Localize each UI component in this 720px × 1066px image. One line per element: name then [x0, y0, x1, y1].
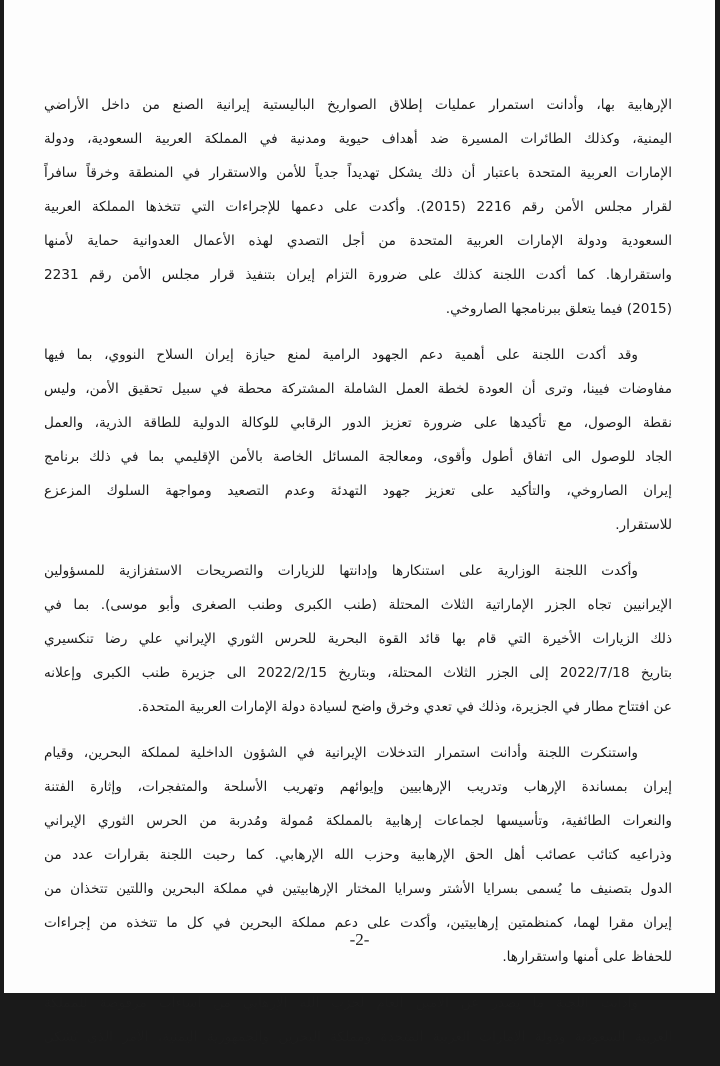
- text-line: ذلك الزيارات الأخيرة التي قام بها قائد القوة البحرية للحرس الثوري الإيراني علي رضا تنكسيري: [44, 631, 672, 647]
- text-line: وذراعيه كتائب عصائب أهل الحق الإرهابية وحزب الله الإرهابي. كما رحبت اللجنة بقرارات عدد من: [44, 847, 672, 863]
- document-page: [4, 0, 715, 1045]
- text-line: وأكدت اللجنة الوزارية على استنكارها وإدانتها للزيارات والتصريحات الاستفزازية للمسؤولين: [44, 563, 638, 579]
- text-line: إيران مقرا لهما، كمنظمتين إرهابيتين، وأكدت على دعم مملكة البحرين في كل ما تتخذه من إجراءات: [44, 915, 672, 931]
- text-line: نقطة الوصول، مع تأكيدها على ضرورة تعزيز الدور الرقابي للوكالة الدولية للطاقة الذرية، والعمل: [44, 415, 672, 431]
- text-line: اليمنية، وكذلك الطائرات المسيرة ضد أهداف حيوية ومدنية في المملكة العربية السعودية، ودولة: [44, 131, 672, 147]
- text-line: وأدانت اللجنة ما يصدر عن الأمين العام لحزب الله الإرهابي من إساءات مرفوضة للمملكة: [44, 995, 638, 1011]
- text-line: وقد أكدت اللجنة على أهمية دعم الجهود الرامية لمنع حيازة إيران السلاح النووي، بما فيها: [44, 347, 638, 363]
- text-line: بتاريخ 2022/7/18 إلى الجزر الثلاث المحتلة، وبتاريخ 2022/2/15 الى جزيرة طنب الكبرى وإعلانه: [44, 665, 672, 681]
- text-line: للحفاظ على أمنها واستقرارها.: [502, 949, 672, 965]
- paragraph-3: [44, 554, 672, 724]
- text-line: الإرهابية بها، وأدانت استمرار عمليات إطلاق الصواريخ الباليستية إيرانية الصنع من داخل الأراضي: [44, 97, 672, 113]
- paragraph-5: [44, 986, 672, 1054]
- text-line: واستنكرت اللجنة وأدانت استمرار التدخلات الإيرانية في الشؤون الداخلية لمملكة البحرين، وقيام: [44, 745, 638, 761]
- text-line: الإمارات العربية المتحدة باعتبار أن ذلك يشكل تهديداً جدياً للأمن والاستقرار في المنطقة وخرقاً سافراً: [44, 165, 672, 181]
- text-line: الإيرانيين تجاه الجزر الإماراتية الثلاث المحتلة (طنب الكبرى وطنب الصغرى وأبو موسى). بما في: [44, 597, 672, 613]
- text-line: (2015) فيما يتعلق ببرنامجها الصاروخي.: [445, 301, 672, 317]
- paragraph-2: [44, 338, 672, 542]
- text-line: عن افتتاح مطار في الجزيرة، وذلك في تعدي وخرق واضح لسيادة دولة الإمارات العربية المتحدة.: [137, 699, 672, 715]
- document-body: [44, 88, 672, 1066]
- text-line: الدول بتصنيف ما يُسمى بسرايا الأشتر وسرايا المختار الإرهابيتين في مملكة البحرين واللتين تتخذان من: [44, 881, 672, 897]
- text-line: للاستقرار.: [615, 517, 672, 533]
- text-line: لقرار مجلس الأمن رقم 2216 (2015). وأكدت على دعمها للإجراءات التي تتخذها المملكة العربية: [44, 199, 672, 215]
- text-line: والنعرات الطائفية، وتأسيسها لجماعات إرهابية بالمملكة مُمولة ومُدربة من الحرس الثوري الإيراني: [44, 813, 672, 829]
- text-line: إيران بمساندة الإرهاب وتدريب الإرهابيين وإيوائهم وتهريب الأسلحة والمتفجرات، وإثارة الفتنة: [44, 779, 672, 795]
- text-line: إيران الصاروخي، والتأكيد على تعزيز جهود التهدئة وعدم التصعيد ومواجهة السلوك المزعزع: [44, 483, 672, 499]
- text-line: السعودية ودولة الإمارات العربية المتحدة من أجل التصدي لهذه الأعمال العدوانية حماية لأمنها: [44, 233, 672, 249]
- page-number: -2-: [349, 930, 370, 949]
- text-line: مفاوضات فيينا، وترى أن العودة لخطة العمل الشاملة المشتركة محطة في سبيل تحقيق الأمن، وليس: [44, 381, 672, 397]
- text-line: العربية السعودية ودولة الإمارات العربية المتحدة ومملكة البحرين والجمهورية اليمنية، الأمر الذي يُشكل: [44, 1029, 672, 1045]
- text-line: الجاد للوصول الى اتفاق أطول وأقوى، ومعالجة المسائل الخاصة بالأمن الإقليمي بما في ذلك برنامج: [44, 449, 672, 465]
- paragraph-1: [44, 88, 672, 326]
- text-line: واستقرارها. كما أكدت اللجنة كذلك على ضرورة التزام إيران بتنفيذ قرار مجلس الأمن رقم 2231: [44, 267, 672, 283]
